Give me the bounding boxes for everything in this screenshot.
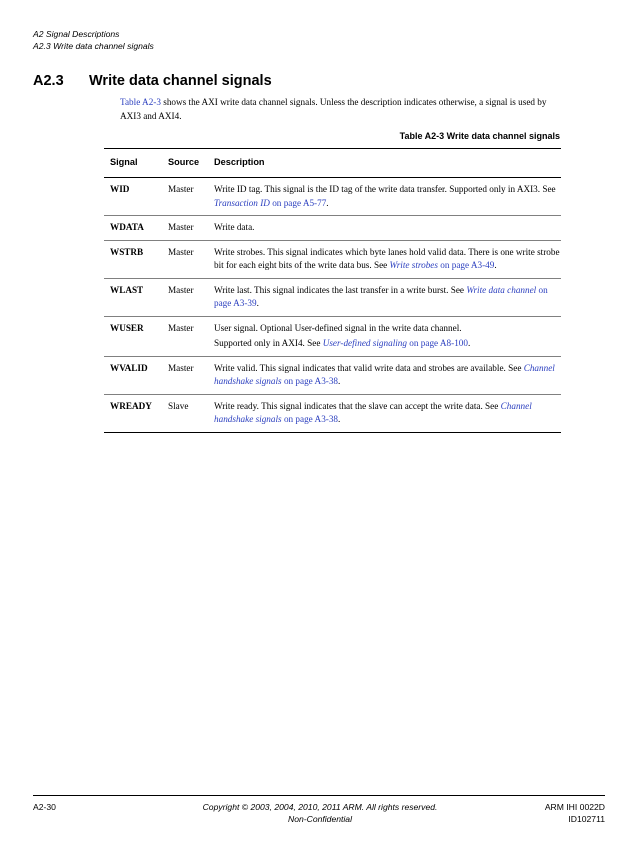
- signal-name: WID: [104, 178, 162, 216]
- signal-name: WLAST: [104, 278, 162, 316]
- signal-name: WREADY: [104, 394, 162, 432]
- table-link[interactable]: Table A2-3: [120, 97, 161, 107]
- signal-name: WSTRB: [104, 240, 162, 278]
- signal-description: [208, 278, 561, 316]
- table-row: [104, 178, 561, 216]
- description-text: User signal. Optional User-defined signal in the write data channel.: [214, 322, 462, 333]
- cross-reference-link[interactable]: Write data channel on page A3-39: [214, 284, 548, 308]
- table-row: [104, 216, 561, 241]
- description-text: Write data.: [214, 222, 255, 232]
- running-header-chapter: A2 Signal Descriptions: [33, 29, 120, 39]
- document-id: ARM IHI 0022D: [544, 802, 605, 812]
- signal-source: Master: [162, 216, 208, 241]
- signal-name: WVALID: [104, 356, 162, 394]
- footer-page-number: [33, 801, 56, 813]
- footer-doc-id: [545, 801, 605, 825]
- table-caption: Table A2-3 Write data channel signals: [399, 131, 560, 141]
- cross-reference-link[interactable]: Channel handshake signals on page A3-38: [214, 400, 532, 424]
- intro-text: shows the AXI write data channel signals. Unless the description indicates otherwise, a signal is used by AXI3 and AXI4.: [120, 97, 547, 121]
- running-header: [33, 28, 154, 52]
- table-row: [104, 240, 561, 278]
- intro-paragraph: [120, 96, 560, 123]
- confidentiality-text: Non-Confidential: [287, 814, 352, 824]
- signal-source: Master: [162, 178, 208, 216]
- signals-table: [104, 148, 561, 433]
- document-version: ID102711: [568, 814, 605, 824]
- footer-copyright: [160, 801, 480, 825]
- description-text: Write valid. This signal indicates that valid write data and strobes are available. See: [214, 362, 524, 373]
- description-text: Write ready. This signal indicates that the slave can accept the write data. See: [214, 400, 501, 411]
- description-text: Write strobes. This signal indicates which byte lanes hold valid data. There is one write strobe bit for each eight bits of the write data bus. See: [214, 246, 560, 270]
- signal-source: Master: [162, 316, 208, 356]
- cross-reference-link[interactable]: Transaction ID on page A5-77: [214, 197, 327, 208]
- section-number: A2.3: [33, 73, 64, 89]
- signal-description: [208, 356, 561, 394]
- column-header-signal: Signal: [104, 149, 162, 178]
- column-header-source: Source: [162, 149, 208, 178]
- table-row: [104, 278, 561, 316]
- description-end: .: [256, 298, 259, 308]
- table-row: [104, 316, 561, 356]
- table-row: [104, 356, 561, 394]
- description-second-line: [214, 337, 561, 351]
- description-end: .: [467, 338, 471, 348]
- signal-source: Master: [162, 278, 208, 316]
- copyright-text: Copyright © 2003, 2004, 2010, 2011 ARM. All rights reserved.: [202, 802, 438, 812]
- description-text: Write last. This signal indicates the last transfer in a write burst. See: [214, 284, 467, 295]
- cross-reference-link[interactable]: Channel handshake signals on page A3-38: [214, 362, 555, 386]
- cross-reference-link[interactable]: Write strobes on page A3-49: [389, 260, 495, 270]
- signal-source: Master: [162, 240, 208, 278]
- section-title: Write data channel signals: [89, 73, 272, 89]
- signal-description: [208, 178, 561, 216]
- description-end: .: [494, 260, 497, 270]
- signal-description: [208, 394, 561, 432]
- description-text: Supported only in AXI4. See: [214, 338, 323, 348]
- footer-divider: [33, 795, 605, 796]
- table-row: [104, 394, 561, 432]
- section-heading: [33, 72, 272, 90]
- table-header-row: [104, 149, 561, 178]
- column-header-description: Description: [208, 149, 561, 178]
- signal-source: Master: [162, 356, 208, 394]
- page-number: A2-30: [33, 802, 56, 812]
- signal-name: WDATA: [104, 216, 162, 241]
- description-end: .: [326, 197, 329, 208]
- description-end: .: [338, 414, 341, 424]
- running-header-section: A2.3 Write data channel signals: [33, 41, 154, 51]
- signal-source: Slave: [162, 394, 208, 432]
- signal-name: WUSER: [104, 316, 162, 356]
- signal-description: [208, 316, 561, 356]
- cross-reference-link[interactable]: User-defined signaling on page A8-100: [322, 338, 468, 348]
- description-text: Write ID tag. This signal is the ID tag of the write data transfer. Supported only in AXI3. See: [214, 184, 556, 194]
- description-end: .: [338, 376, 341, 386]
- signal-description: [208, 216, 561, 241]
- signal-description: [208, 240, 561, 278]
